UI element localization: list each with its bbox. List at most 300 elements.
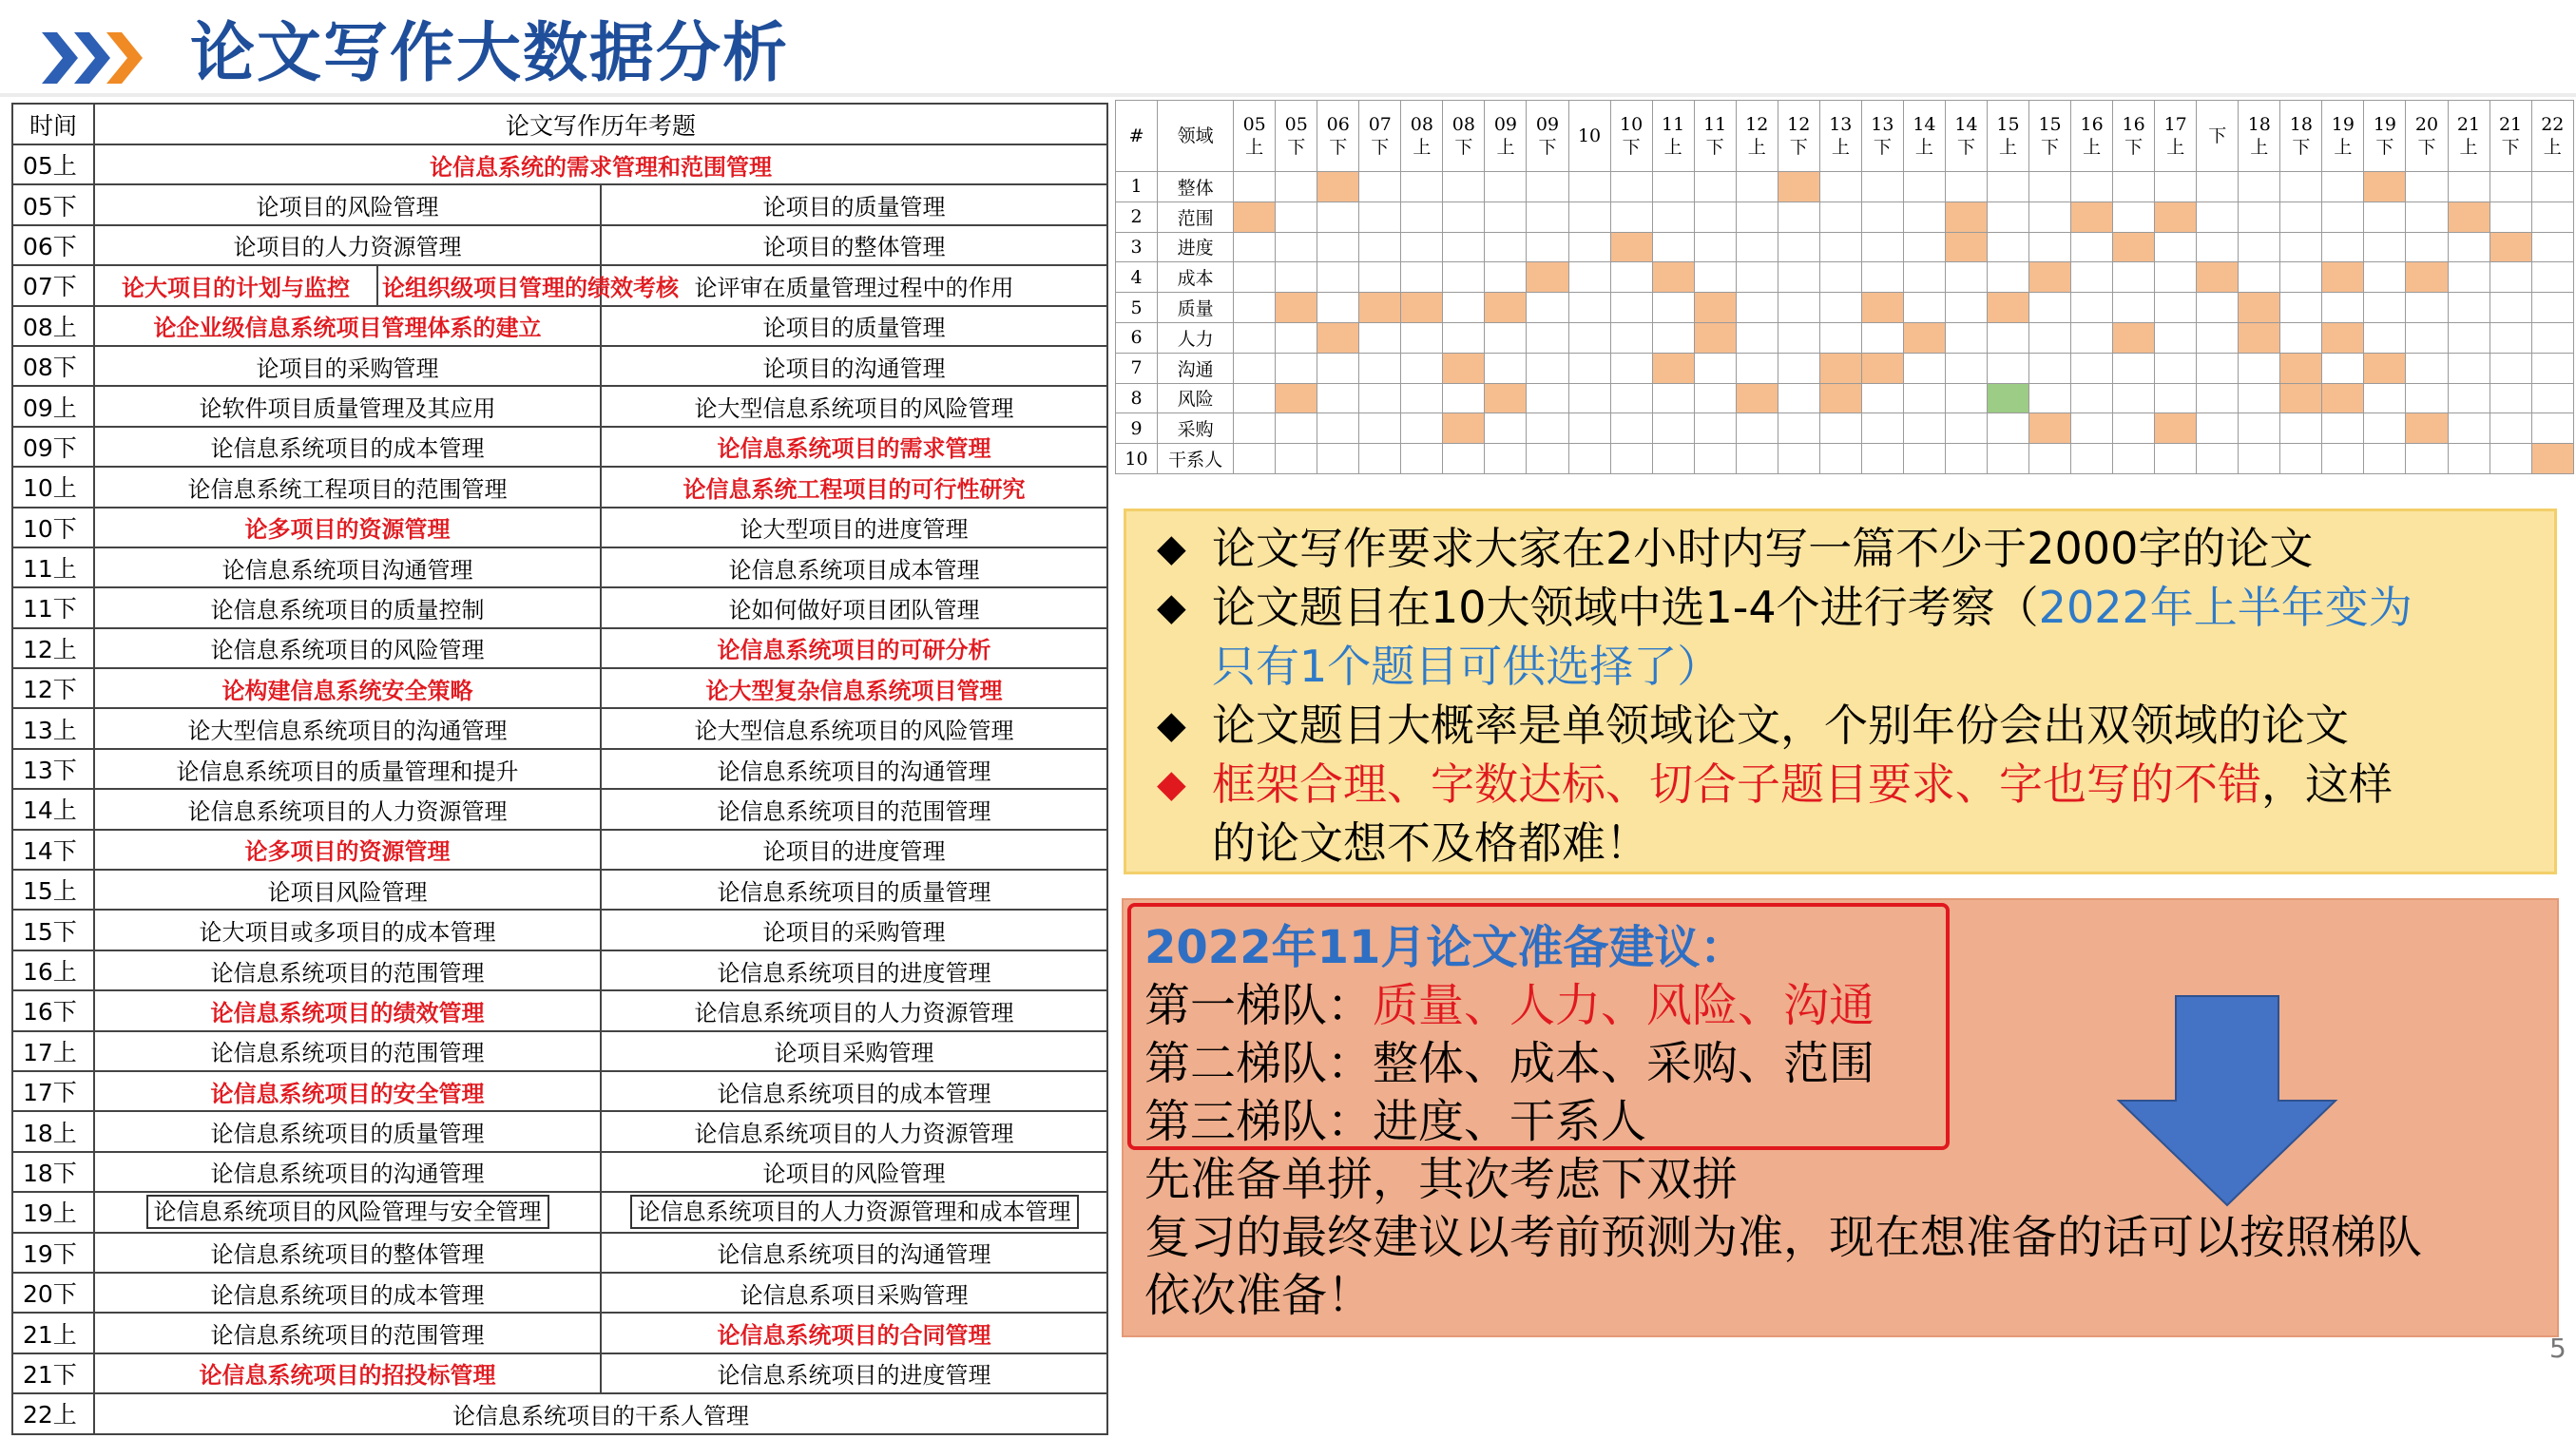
period-year: 21 [2498,114,2523,135]
topic-title: 论多项目的资源管理 [244,837,451,866]
grid-cell [1987,444,2028,474]
grid-cell [1694,413,1736,444]
grid-cell [1945,444,1987,474]
row-time: 13下 [12,749,94,789]
grid-cell [2448,322,2489,353]
grid-cell [2197,353,2239,383]
grid-period-header [1317,101,1359,172]
table-row [12,749,1107,789]
grid-cell [2197,232,2239,262]
grid-row [1116,353,2574,383]
period-half: 上 [1413,137,1432,158]
grid-cell-marked [1359,293,1401,323]
period-year: 09 [1493,114,1518,135]
header-divider [0,93,2576,97]
page-title: 论文写作大数据分析 [190,16,790,91]
topic-title: 论项目采购管理 [774,1040,934,1067]
grid-cell [2489,293,2531,323]
topic-title: 论信息系统项目的范围管理 [210,1322,485,1350]
grid-cell [2322,353,2364,383]
topic-cell [601,508,1107,547]
grid-cell-marked [2531,444,2573,474]
topic-cell [601,467,1107,507]
grid-cell-marked [1861,353,1903,383]
grid-cell [2155,322,2197,353]
topic-title: 论项目的风险管理 [762,1161,946,1188]
grid-cell [1527,444,1568,474]
grid-cell [1359,444,1401,474]
grid-row-number: 7 [1116,353,1158,383]
period-year: 21 [2456,114,2481,135]
grid-period-header [1443,101,1485,172]
grid-cell [1276,232,1317,262]
grid-period-header [1778,101,1819,172]
grid-cell-marked [1485,293,1527,323]
topic-title: 论信息系统项目的风险管理与安全管理 [146,1195,549,1229]
grid-cell [2239,383,2280,413]
row-time: 14上 [12,789,94,829]
grid-cell [2029,322,2071,353]
grid-cell [1276,353,1317,383]
row-time: 13上 [12,708,94,748]
topic-cell [601,950,1107,990]
topic-cell [601,668,1107,708]
grid-cell [1778,262,1819,293]
grid-cell [1652,293,1694,323]
grid-cell [2029,383,2071,413]
period-year: 05 [1284,114,1308,135]
grid-cell-marked [1903,322,1945,353]
row-time: 20下 [12,1273,94,1313]
grid-cell-marked [2280,353,2322,383]
grid-cell [1610,413,1652,444]
page-number: 5 [2549,1333,2566,1364]
grid-cell [2448,172,2489,202]
grid-cell-marked [2489,232,2531,262]
period-half: 下 [2501,137,2520,158]
grid-cell-marked [1485,383,1527,413]
grid-cell [1317,201,1359,232]
grid-period-header [1987,101,2028,172]
grid-cell-marked [2322,322,2364,353]
period-year: 10 [1619,114,1644,135]
period-half: 下 [1622,137,1641,158]
topic-cell [94,346,601,386]
topic-cell [94,467,601,507]
grid-cell [2029,232,2071,262]
table-row [12,1273,1107,1313]
grid-cell-marked [1401,293,1443,323]
grid-cell [2197,201,2239,232]
row-time: 12下 [12,668,94,708]
grid-cell-marked [2113,322,2155,353]
grid-cell [1485,413,1527,444]
grid-period-header [2280,101,2322,172]
grid-row-number: 1 [1116,172,1158,202]
grid-cell [2155,262,2197,293]
grid-cell-marked [1443,413,1485,444]
grid-cell [1234,172,1276,202]
grid-cell [1234,293,1276,323]
grid-period-header [1359,101,1401,172]
topic-title: 论大型信息系统项目的风险管理 [694,395,1014,423]
topic-title: 论构建信息系统安全策略 [221,676,473,704]
period-half: 下 [1287,137,1306,158]
topic-cell [601,547,1107,587]
grid-cell [1568,232,1610,262]
note-line [1145,578,2554,637]
period-year: 14 [1954,114,1978,135]
topic-cell [601,427,1107,467]
grid-cell [2071,262,2113,293]
topic-cell [94,184,601,224]
grid-cell [2197,322,2239,353]
grid-cell [1401,262,1443,293]
grid-period-header [1736,101,1778,172]
grid-cell [2531,232,2573,262]
grid-cell-marked [1443,353,1485,383]
period-year: 18 [2289,114,2313,135]
note-highlight-text: 框架合理、字数达标、切合子题目要求、字也写的不错 [1212,758,2261,810]
grid-cell [1694,444,1736,474]
grid-cell [2113,293,2155,323]
grid-cell [1736,353,1778,383]
row-time: 05上 [12,144,94,184]
topic-title: 论信息系统项目的可研分析 [717,636,991,664]
grid-cell [1861,201,1903,232]
grid-cell [2489,262,2531,293]
period-half: 下 [2292,137,2311,158]
grid-period-header [2071,101,2113,172]
grid-header-row [1116,101,2574,172]
grid-cell [1819,444,1861,474]
topic-title: 论软件项目质量管理及其应用 [199,395,496,423]
grid-cell-marked [1945,201,1987,232]
grid-cell [1945,322,1987,353]
grid-period-header [2239,101,2280,172]
grid-row-number: 10 [1116,444,1158,474]
grid-cell [2322,201,2364,232]
topic-title: 论信息系统项目的成本管理 [717,1080,991,1107]
grid-cell-marked [2029,413,2071,444]
period-half: 下 [1454,137,1473,158]
table-row [12,1233,1107,1273]
grid-field-name: 成本 [1158,262,1234,293]
grid-cell [1485,444,1527,474]
grid-cell [1861,413,1903,444]
period-half: 下 [2208,125,2227,146]
topic-title: 论信息系统的需求管理和范围管理 [430,152,772,181]
grid-cell [2364,322,2406,353]
grid-cell [2239,444,2280,474]
grid-cell [1485,353,1527,383]
topic-cell [94,830,601,870]
period-year: 14 [1913,114,1936,135]
grid-period-header [2448,101,2489,172]
topic-title: 论信息系统项目的成本管理 [210,435,485,463]
grid-cell [1819,413,1861,444]
grid-cell [1945,353,1987,383]
topic-cell [601,1313,1107,1353]
grid-cell-marked [1610,232,1652,262]
grid-row-number: 8 [1116,383,1158,413]
topic-cell [601,1233,1107,1273]
grid-cell [1903,353,1945,383]
grid-period-header [1568,101,1610,172]
topic-title: 论项目的质量管理 [762,315,946,342]
grid-cell [1610,353,1652,383]
period-half: 上 [2459,137,2478,158]
topic-cell [94,265,377,305]
period-half: 下 [2417,137,2436,158]
note-line [1145,696,2554,755]
note-text: 论文写作要求大家在2小时内写一篇不少于2000字的论文 [1212,523,2314,574]
grid-cell [1527,232,1568,262]
grid-cell [2322,293,2364,323]
period-half: 上 [1663,137,1682,158]
grid-cell [1652,413,1694,444]
grid-cell [1527,293,1568,323]
topic-cell [601,708,1107,748]
topic-cell [601,184,1107,224]
grid-field-name: 进度 [1158,232,1234,262]
grid-cell-marked [1694,322,1736,353]
topic-cell [601,1071,1107,1111]
grid-cell [1234,383,1276,413]
grid-cell [2197,444,2239,474]
table-row [12,144,1107,184]
grid-cell [1778,383,1819,413]
grid-cell [2448,353,2489,383]
topic-title: 论信息系统项目的进度管理 [717,1362,991,1390]
grid-corner: # [1116,101,1158,172]
grid-field-name: 沟通 [1158,353,1234,383]
field-frequency-grid [1115,100,2574,474]
topic-title: 论信息系统工程项目的可行性研究 [682,474,1026,503]
topic-title: 论信息系统项目的合同管理 [717,1321,991,1350]
period-year: 13 [1871,114,1894,135]
tier-two: 第二梯队：整体、成本、采购、范围 [1144,1037,1875,1090]
topic-cell [601,870,1107,910]
essay-topics-table [11,103,1108,1435]
grid-cell [1234,444,1276,474]
grid-period-header [2364,101,2406,172]
tier-one-items: 质量、人力、风险、沟通 [1373,979,1875,1032]
topic-title: 论信息系统项目的需求管理 [717,434,991,463]
table-row [12,708,1107,748]
table-row [12,950,1107,990]
grid-cell [1401,201,1443,232]
grid-cell-marked [2406,413,2448,444]
topic-cell [601,990,1107,1030]
topic-cell [94,144,1107,184]
grid-period-header [2489,101,2531,172]
table-row [12,1192,1107,1232]
grid-cell [1234,322,1276,353]
row-time: 10上 [12,467,94,507]
grid-cell [2489,353,2531,383]
topic-cell [94,427,601,467]
grid-cell [2239,262,2280,293]
period-half: 下 [2375,137,2394,158]
topic-title: 论信息系统项目的人力资源管理 [694,1121,1014,1148]
topic-cell [601,225,1107,265]
table-row [12,265,1107,305]
grid-cell [1945,172,1987,202]
grid-cell [2280,201,2322,232]
topic-cell [94,668,601,708]
table-row [12,870,1107,910]
grid-period-header [2029,101,2071,172]
row-time: 05下 [12,184,94,224]
grid-period-header [2113,101,2155,172]
grid-cell [1652,322,1694,353]
grid-cell [1234,353,1276,383]
grid-cell [1485,172,1527,202]
topic-title: 论信息系统项目的风险管理 [210,637,485,664]
grid-cell [2071,172,2113,202]
grid-field-name: 采购 [1158,413,1234,444]
grid-cell [1276,322,1317,353]
grid-period-header [1819,101,1861,172]
grid-cell [1736,444,1778,474]
grid-cell [1610,322,1652,353]
topic-title: 论信息系统项目沟通管理 [221,556,473,584]
topic-cell [94,708,601,748]
grid-cell [2280,444,2322,474]
grid-field-name: 整体 [1158,172,1234,202]
grid-row [1116,201,2574,232]
grid-cell [2113,172,2155,202]
grid-cell [1359,383,1401,413]
grid-cell [2197,293,2239,323]
grid-row-number: 4 [1116,262,1158,293]
topic-cell [94,306,601,346]
grid-cell-marked [1276,383,1317,413]
grid-cell [1652,172,1694,202]
grid-cell [1903,413,1945,444]
period-year: 07 [1368,114,1392,135]
grid-cell-marked [2113,232,2155,262]
grid-cell [2239,232,2280,262]
topic-title: 论信息系统项目的质量管理 [210,1121,485,1148]
grid-cell [1778,232,1819,262]
grid-cell [2489,322,2531,353]
topic-cell [94,1233,601,1273]
period-year: 11 [1662,114,1685,135]
grid-cell [1234,413,1276,444]
grid-cell [1401,444,1443,474]
period-year: 09 [1535,114,1560,135]
grid-cell [2239,201,2280,232]
grid-cell [2029,172,2071,202]
topic-cell [601,789,1107,829]
tier-three: 第三梯队：进度、干系人 [1144,1095,1647,1148]
period-half: 上 [2083,137,2102,158]
grid-period-header [1652,101,1694,172]
topic-cell [601,749,1107,789]
diamond-bullet-icon: ◆ [1157,527,1186,570]
period-year: 11 [1703,114,1727,135]
grid-cell [2531,262,2573,293]
period-half: 上 [2250,137,2269,158]
grid-cell-marked [1652,353,1694,383]
grid-cell [2489,172,2531,202]
topic-title: 论大项目或多项目的成本管理 [199,919,496,947]
topic-cell [94,628,601,668]
period-year: 15 [1996,114,2020,135]
grid-cell [1945,293,1987,323]
row-time: 18上 [12,1111,94,1151]
topic-title: 论项目的沟通管理 [762,355,946,382]
grid-row [1116,232,2574,262]
period-year: 22 [2541,114,2565,135]
topic-cell [94,789,601,829]
grid-cell [1819,322,1861,353]
advice-line-1: 先准备单拼，其次考虑下双拼 [1144,1153,1739,1206]
grid-period-header [1485,101,1527,172]
period-half: 下 [1789,137,1808,158]
row-time: 15上 [12,870,94,910]
grid-cell [1778,444,1819,474]
grid-cell [1485,201,1527,232]
period-year: 15 [2038,114,2062,135]
grid-cell [1861,444,1903,474]
note-line [1145,519,2554,578]
topic-cell [94,1111,601,1151]
grid-cell [1401,413,1443,444]
grid-cell [1945,383,1987,413]
period-year: 05 [1242,114,1266,135]
diamond-bullet-icon: ◆ [1157,703,1186,747]
grid-cell [2113,201,2155,232]
period-half: 下 [2124,137,2143,158]
grid-period-header [1945,101,1987,172]
topic-cell [94,225,601,265]
grid-row-number: 5 [1116,293,1158,323]
row-time: 08上 [12,306,94,346]
topic-title: 论信息系统项目的整体管理 [210,1241,485,1269]
topic-cell [94,1393,1107,1433]
grid-cell [2364,262,2406,293]
grid-cell-marked [2364,353,2406,383]
row-time: 22上 [12,1393,94,1433]
grid-cell [1694,201,1736,232]
topic-title: 论大型复杂信息系统项目管理 [705,676,1003,704]
grid-cell [2531,353,2573,383]
grid-cell [1485,262,1527,293]
grid-cell [1443,232,1485,262]
grid-cell [1610,293,1652,323]
grid-cell [1276,172,1317,202]
grid-field-header: 领域 [1158,101,1234,172]
grid-cell-marked [1778,172,1819,202]
topic-cell [94,547,601,587]
table-row [12,508,1107,547]
grid-cell [1736,201,1778,232]
grid-cell-marked [2155,201,2197,232]
grid-cell [1819,262,1861,293]
row-time: 12上 [12,628,94,668]
table-row [12,346,1107,386]
topic-title: 论项目风险管理 [267,878,428,906]
grid-cell [2406,444,2448,474]
grid-period-header [2531,101,2573,172]
grid-cell [1317,444,1359,474]
grid-cell-marked [1861,293,1903,323]
topic-cell [94,870,601,910]
grid-cell [2364,232,2406,262]
